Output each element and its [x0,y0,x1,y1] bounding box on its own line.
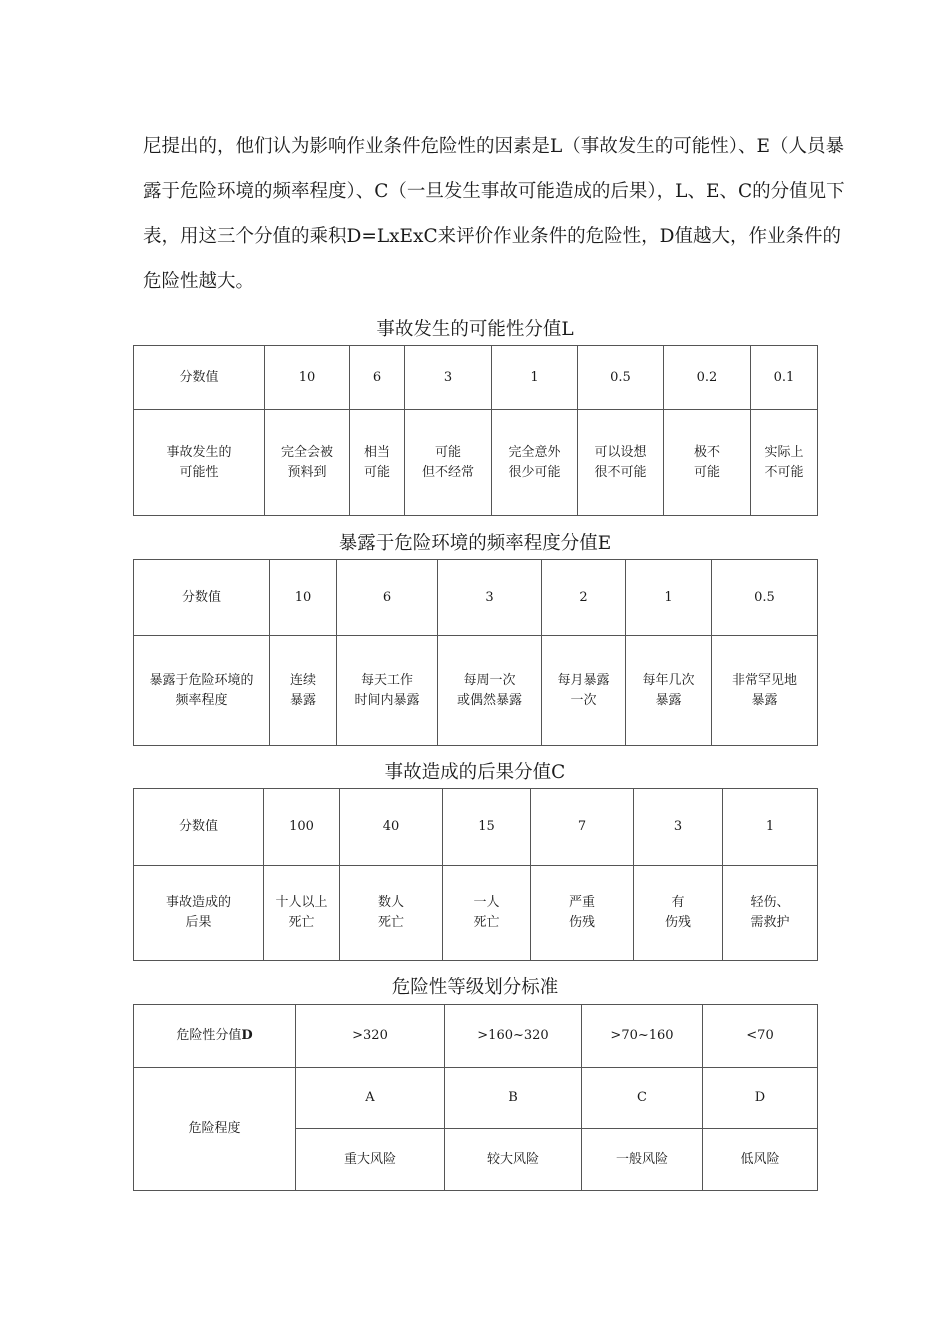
range-cell: >70~160 [582,1005,703,1068]
description-row [134,410,818,516]
level-cell: 一般风险 [582,1129,703,1191]
score-cell: 1 [626,560,712,636]
desc-cell: 可以设想 很不可能 [578,410,664,516]
level-cell: 低风险 [703,1129,818,1191]
range-cell: >160~320 [445,1005,582,1068]
score-cell: 0.1 [751,346,818,410]
score-label-cell: 分数值 [134,560,270,636]
desc-cell: 非常罕见地 暴露 [712,636,818,746]
intro-line: 露于危险环境的频率程度）、C（一旦发生事故可能造成的后果），L、E、C的分值见下 [143,181,845,202]
table-d-caption: 危险性等级划分标准 [391,977,559,998]
grade-cell: C [582,1068,703,1129]
description-row [134,866,818,961]
desc-cell: 极不 可能 [664,410,751,516]
desc-cell: 每天工作 时间内暴露 [337,636,438,746]
desc-cell: 严重 伤残 [531,866,634,961]
consequence-table [133,788,818,961]
intro-paragraph [143,124,883,304]
likelihood-table [133,345,818,516]
score-cell: 1 [723,789,818,866]
range-cell: >320 [296,1005,445,1068]
desc-cell: 连续 暴露 [270,636,337,746]
score-cell: 2 [542,560,626,636]
score-row [134,789,818,866]
level-cell: 较大风险 [445,1129,582,1191]
score-row [134,346,818,410]
score-label-prefix: 危险性分值 [176,1028,242,1043]
desc-cell: 每月暴露 一次 [542,636,626,746]
desc-cell: 每年几次 暴露 [626,636,712,746]
level-label-cell: 危险程度 [134,1068,296,1191]
desc-label-cell: 事故造成的 后果 [134,866,264,961]
score-cell: 40 [340,789,443,866]
desc-cell: 完全意外 很少可能 [492,410,578,516]
score-cell: 6 [350,346,405,410]
grade-cell: A [296,1068,445,1129]
grade-row [134,1068,818,1129]
score-cell: 15 [443,789,531,866]
desc-cell: 轻伤、 需救护 [723,866,818,961]
desc-label-cell: 暴露于危险环境的 频率程度 [134,636,270,746]
score-label-cell: 分数值 [134,789,264,866]
desc-cell: 十人以上 死亡 [264,866,340,961]
desc-cell: 可能 但不经常 [405,410,492,516]
desc-cell: 相当 可能 [350,410,405,516]
score-cell: 10 [265,346,350,410]
level-cell: 重大风险 [296,1129,445,1191]
score-cell: 7 [531,789,634,866]
score-label-cell [134,1005,296,1068]
desc-cell: 实际上 不可能 [751,410,818,516]
score-label-cell: 分数值 [134,346,265,410]
grade-cell: D [703,1068,818,1129]
score-cell: 100 [264,789,340,866]
score-cell: 3 [438,560,542,636]
score-cell: 10 [270,560,337,636]
range-cell: <70 [703,1005,818,1068]
score-cell: 1 [492,346,578,410]
table-e-caption: 暴露于危险环境的频率程度分值E [338,533,612,554]
exposure-table [133,559,818,746]
intro-line: 表，用这三个分值的乘积D=LxExC来评价作业条件的危险性，D值越大，作业条件的 [143,226,841,247]
score-cell: 0.5 [712,560,818,636]
grade-cell: B [445,1068,582,1129]
score-cell: 0.5 [578,346,664,410]
desc-label-cell: 事故发生的 可能性 [134,410,265,516]
desc-cell: 有 伤残 [634,866,723,961]
description-row [134,636,818,746]
score-label-suffix: D [241,1028,253,1043]
intro-line: 危险性越大。 [143,271,255,292]
score-cell: 3 [405,346,492,410]
desc-cell: 一人 死亡 [443,866,531,961]
table-c-caption: 事故造成的后果分值C [384,762,566,783]
intro-line: 尼提出的，他们认为影响作业条件危险性的因素是L（事故发生的可能性）、E（人员暴 [143,136,845,157]
risk-level-table [133,1004,818,1191]
desc-cell: 每周一次 或偶然暴露 [438,636,542,746]
score-row [134,560,818,636]
desc-cell: 数人 死亡 [340,866,443,961]
score-cell: 3 [634,789,723,866]
score-range-row [134,1005,818,1068]
table-l-caption: 事故发生的可能性分值L [376,319,574,340]
desc-cell: 完全会被 预料到 [265,410,350,516]
score-cell: 0.2 [664,346,751,410]
score-cell: 6 [337,560,438,636]
